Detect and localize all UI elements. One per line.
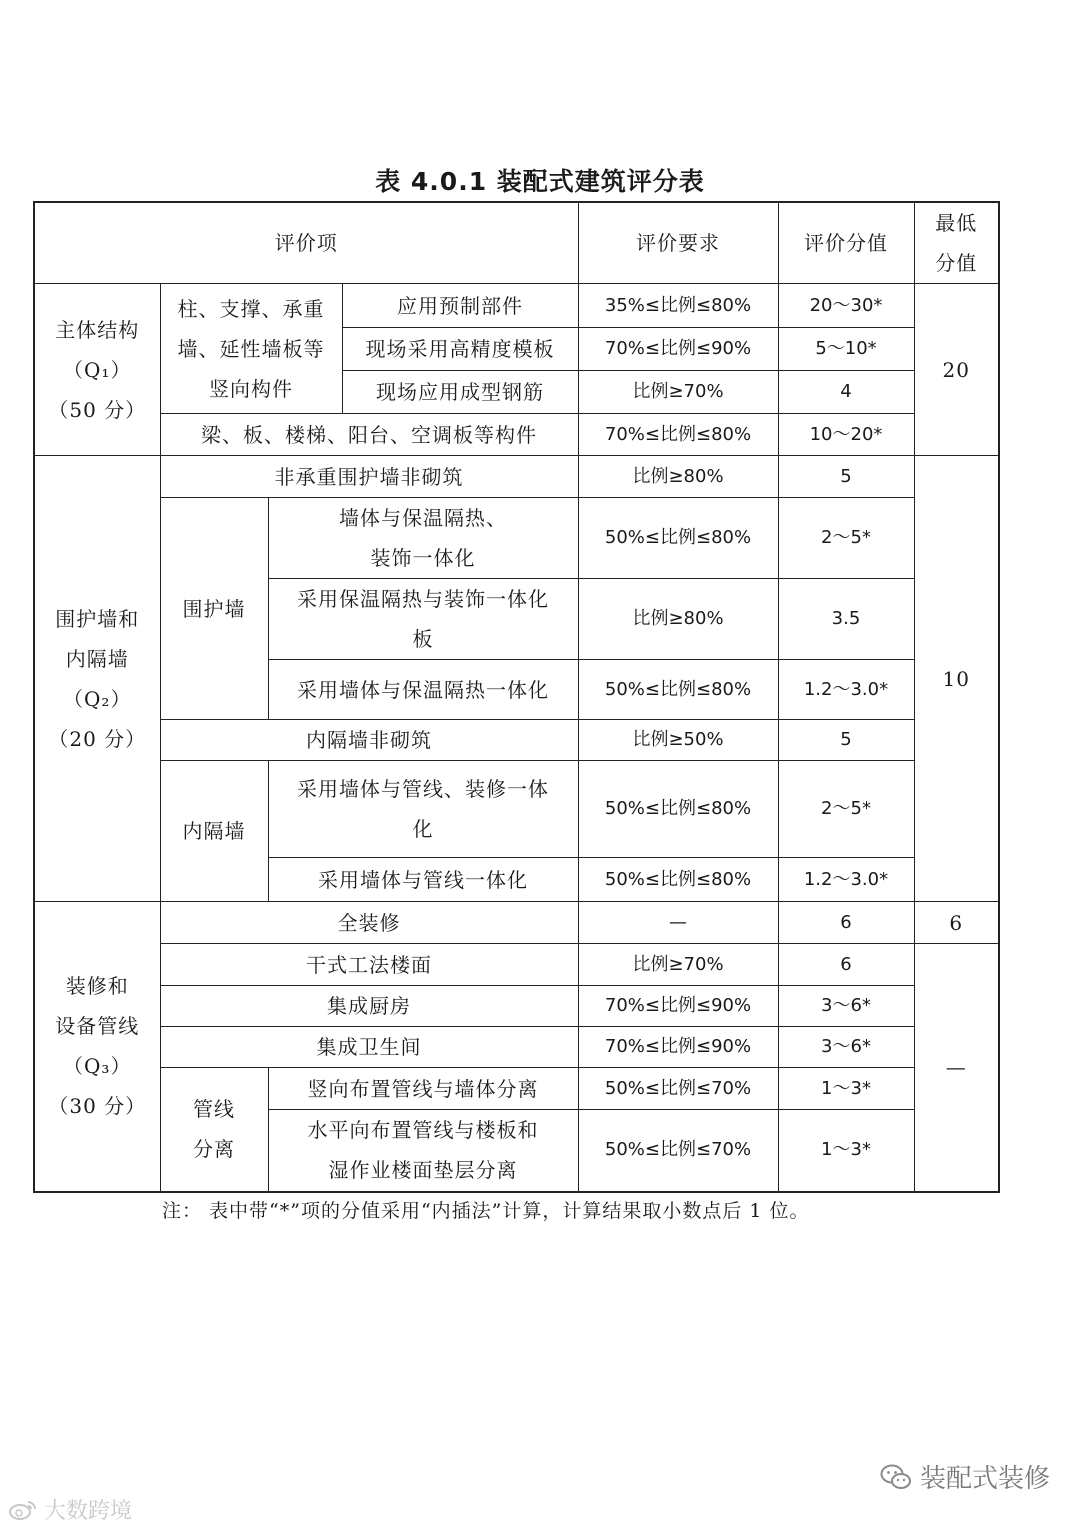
requirement-cell: 50%≤比例≤80% (578, 498, 778, 579)
requirement-cell: 70%≤比例≤90% (578, 1027, 778, 1068)
requirement-cell: 70%≤比例≤90% (578, 986, 778, 1027)
subcategory-cell: 围护墙 (160, 498, 268, 720)
score-table (33, 201, 1000, 1193)
table-row (34, 720, 999, 761)
category-cell: 装修和 设备管线 （Q₃） （30 分） (34, 902, 160, 1192)
item-cell: 竖向布置管线与墙体分离 (268, 1068, 578, 1110)
item-cell: 集成卫生间 (160, 1027, 578, 1068)
requirement-cell: 比例≥80% (578, 456, 778, 498)
item-cell: 水平向布置管线与楼板和 湿作业楼面垫层分离 (268, 1110, 578, 1192)
min-score-cell: — (914, 944, 999, 1192)
wechat-icon (880, 1463, 912, 1491)
score-cell: 3.5 (778, 579, 914, 660)
header-row (34, 202, 999, 284)
sina-weibo-icon (8, 1499, 38, 1521)
score-cell: 3～6* (778, 986, 914, 1027)
requirement-cell: 比例≥50% (578, 720, 778, 761)
item-cell: 全装修 (160, 902, 578, 944)
item-cell: 应用预制部件 (342, 284, 578, 328)
item-cell: 采用墙体与管线一体化 (268, 858, 578, 902)
min-score-cell: 6 (914, 902, 999, 944)
requirement-cell: 70%≤比例≤80% (578, 414, 778, 456)
score-cell: 5 (778, 720, 914, 761)
watermark-right (880, 1458, 1050, 1495)
requirement-cell: 50%≤比例≤70% (578, 1068, 778, 1110)
table-row (34, 944, 999, 986)
score-cell: 1.2～3.0* (778, 858, 914, 902)
table-row (34, 284, 999, 328)
category-cell: 主体结构 （Q₁） （50 分） (34, 284, 160, 456)
table-row (34, 1027, 999, 1068)
item-cell: 现场应用成型钢筋 (342, 371, 578, 414)
score-cell: 5 (778, 456, 914, 498)
watermark-left-text: 大数跨境 (44, 1499, 133, 1524)
score-cell: 20～30* (778, 284, 914, 328)
item-cell: 采用墙体与管线、装修一体 化 (268, 761, 578, 858)
requirement-cell: 70%≤比例≤90% (578, 328, 778, 371)
score-cell: 1～3* (778, 1110, 914, 1192)
item-cell: 梁、板、楼梯、阳台、空调板等构件 (160, 414, 578, 456)
watermark-right-text: 装配式装修 (920, 1464, 1051, 1494)
subcategory-cell: 管线 分离 (160, 1068, 268, 1192)
table-row (34, 1068, 999, 1110)
header-requirement: 评价要求 (578, 202, 778, 284)
table-note: 注： 表中带“*”项的分值采用“内插法”计算，计算结果取小数点后 1 位。 (162, 1200, 810, 1222)
table-row (34, 456, 999, 498)
subcategory-cell: 内隔墙 (160, 761, 268, 902)
table-row (34, 902, 999, 944)
item-cell: 集成厨房 (160, 986, 578, 1027)
requirement-cell: 35%≤比例≤80% (578, 284, 778, 328)
score-cell: 3～6* (778, 1027, 914, 1068)
requirement-cell: 50%≤比例≤80% (578, 761, 778, 858)
requirement-cell: 比例≥80% (578, 579, 778, 660)
score-cell: 1.2～3.0* (778, 660, 914, 720)
requirement-cell: 50%≤比例≤70% (578, 1110, 778, 1192)
requirement-cell: 比例≥70% (578, 944, 778, 986)
category-cell: 围护墙和 内隔墙 （Q₂） （20 分） (34, 456, 160, 902)
score-cell: 5～10* (778, 328, 914, 371)
requirement-cell: 50%≤比例≤80% (578, 858, 778, 902)
min-score-cell: 20 (914, 284, 999, 456)
score-cell: 6 (778, 944, 914, 986)
table-title: 表 4.0.1 装配式建筑评分表 (375, 167, 705, 196)
item-cell: 墙体与保温隔热、 装饰一体化 (268, 498, 578, 579)
item-cell: 内隔墙非砌筑 (160, 720, 578, 761)
requirement-cell: — (578, 902, 778, 944)
item-cell: 采用墙体与保温隔热一体化 (268, 660, 578, 720)
table-row (34, 761, 999, 858)
requirement-cell: 比例≥70% (578, 371, 778, 414)
header-min-score: 最低 分值 (914, 202, 999, 284)
score-cell: 6 (778, 902, 914, 944)
header-item: 评价项 (34, 202, 578, 284)
score-cell: 2～5* (778, 498, 914, 579)
item-cell: 采用保温隔热与装饰一体化 板 (268, 579, 578, 660)
header-score: 评价分值 (778, 202, 914, 284)
subcategory-cell: 柱、支撑、承重 墙、延性墙板等 竖向构件 (160, 284, 342, 414)
score-cell: 2～5* (778, 761, 914, 858)
score-cell: 10～20* (778, 414, 914, 456)
min-score-cell: 10 (914, 456, 999, 902)
item-cell: 现场采用高精度模板 (342, 328, 578, 371)
score-cell: 1～3* (778, 1068, 914, 1110)
item-cell: 非承重围护墙非砌筑 (160, 456, 578, 498)
watermark-left (8, 1494, 132, 1525)
requirement-cell: 50%≤比例≤80% (578, 660, 778, 720)
table-row (34, 986, 999, 1027)
table-row (34, 498, 999, 579)
score-cell: 4 (778, 371, 914, 414)
table-row (34, 414, 999, 456)
item-cell: 干式工法楼面 (160, 944, 578, 986)
